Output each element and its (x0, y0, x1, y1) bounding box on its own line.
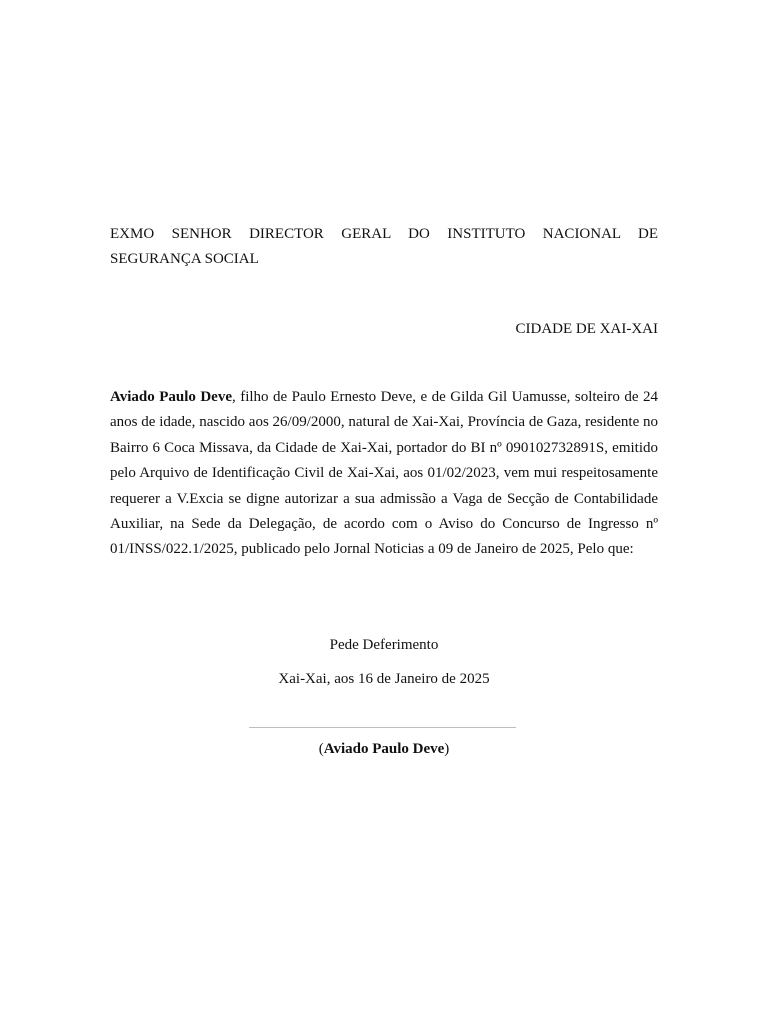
applicant-name: Aviado Paulo Deve (110, 389, 232, 405)
recipient-address (110, 222, 658, 272)
city-heading: CIDADE DE XAI-XAI (515, 321, 658, 337)
closing-phrase: Pede Deferimento (329, 637, 439, 653)
signature-block (110, 737, 658, 762)
request-body (110, 385, 658, 563)
signature-line (249, 727, 516, 728)
signature-close-paren: ) (444, 741, 450, 757)
date-line: Xai-Xai, aos 16 de Janeiro de 2025 (278, 671, 490, 687)
signature-open-paren: ( (318, 741, 324, 757)
address-line-1: EXMO SENHOR DIRECTOR GERAL DO INSTITUTO NACIONAL DE (110, 226, 658, 242)
document-page (110, 0, 658, 1024)
request-body-text: , filho de Paulo Ernesto Deve, e de Gilda Gil Uamusse, solteiro de 24 anos de idade, nascido aos 26/09/2000, natural de Xai-Xai, Província de Gaza, residente no Bairro 6 Coca Missava, da Cidade de Xai-Xai, portador do BI nº 090102732891S, emitido pelo Arquivo de Identificação Civil de Xai-Xai, aos 01/02/2023, vem mui respeitosamente requerer a V.Excia se digne autorizar a sua admissão a Vaga de Secção de Contabilidade Auxiliar, na Sede da Delegação, de acordo com o Aviso do Concurso de Ingresso nº 01/INSS/022.1/2025, publicado pelo Jornal Noticias a 09 de Janeiro de 2025, Pelo que: (110, 389, 658, 558)
address-line-2: SEGURANÇA SOCIAL (110, 251, 259, 267)
signature-name: Aviado Paulo Deve (323, 741, 445, 757)
